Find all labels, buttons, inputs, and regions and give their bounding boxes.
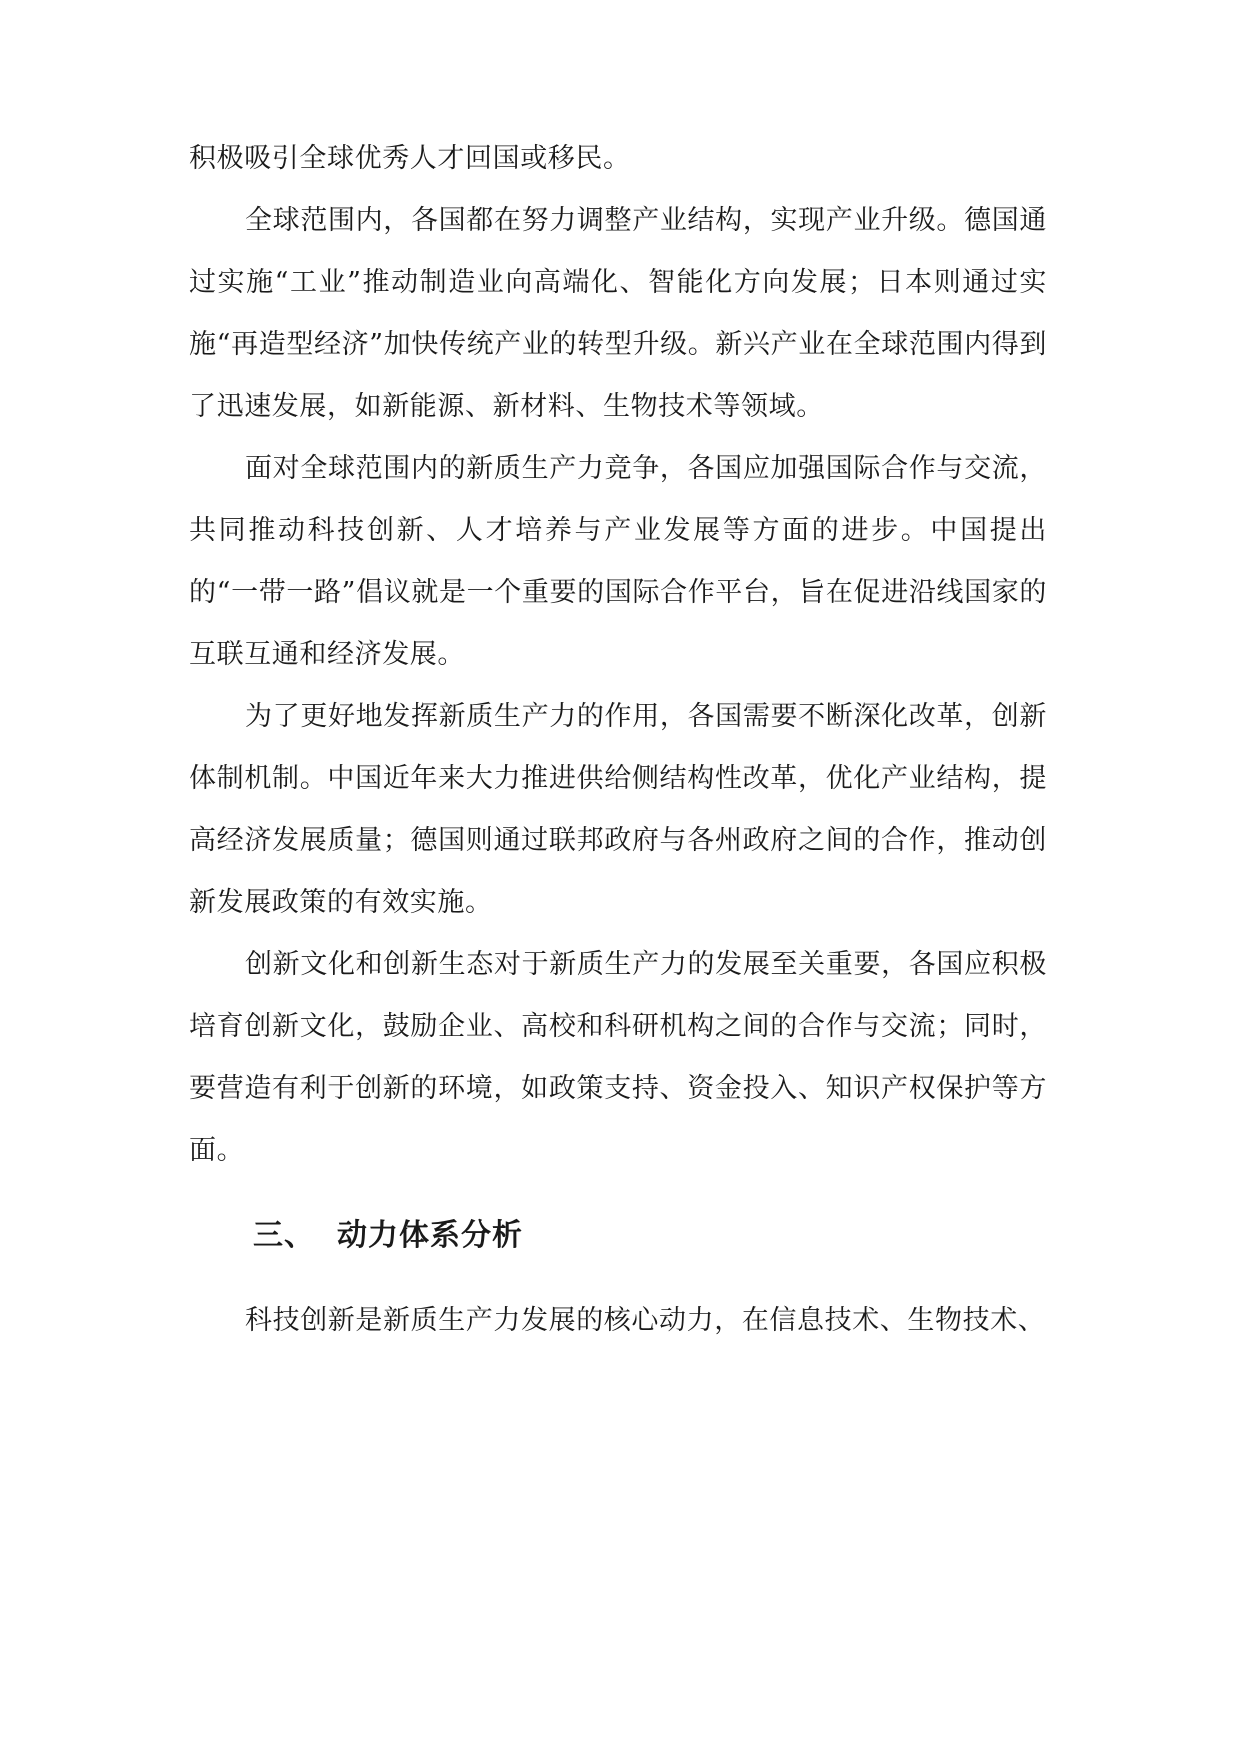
- paragraph-innovation-culture: 创新文化和创新生态对于新质生产力的发展至关重要，各国应积极培育创新文化，鼓励企业、高校和科研机构之间的合作与交流；同时，要营造有利于创新的环境，如政策支持、资金投入、知识产权保护等方面。: [189, 949, 1047, 1166]
- paragraph-continuation: 积极吸引全球优秀人才回国或移民。: [189, 143, 631, 174]
- document-page: [189, 128, 1047, 1352]
- section-heading: [253, 1204, 1047, 1268]
- paragraph-reform: 为了更好地发挥新质生产力的作用，各国需要不断深化改革，创新体制机制。中国近年来大力推进供给侧结构性改革，优化产业结构，提高经济发展质量；德国则通过联邦政府与各州政府之间的合作，推动创新发展政策的有效实施。: [189, 701, 1047, 918]
- paragraph-tech-innovation: 科技创新是新质生产力发展的核心动力，在信息技术、生物技术、: [245, 1305, 1046, 1336]
- section-title: 动力体系分析: [337, 1218, 523, 1253]
- paragraph-international-cooperation: 面对全球范围内的新质生产力竞争，各国应加强国际合作与交流，共同推动科技创新、人才培养与产业发展等方面的进步。中国提出的“一带一路”倡议就是一个重要的国际合作平台，旨在促进沿线国家的互联互通和经济发展。: [189, 453, 1047, 670]
- paragraph-industrial-upgrade: 全球范围内，各国都在努力调整产业结构，实现产业升级。德国通过实施“工业”推动制造业向高端化、智能化方向发展；日本则通过实施“再造型经济”加快传统产业的转型升级。新兴产业在全球范围内得到了迅速发展，如新能源、新材料、生物技术等领域。: [189, 205, 1047, 422]
- section-number: 三、: [253, 1218, 315, 1253]
